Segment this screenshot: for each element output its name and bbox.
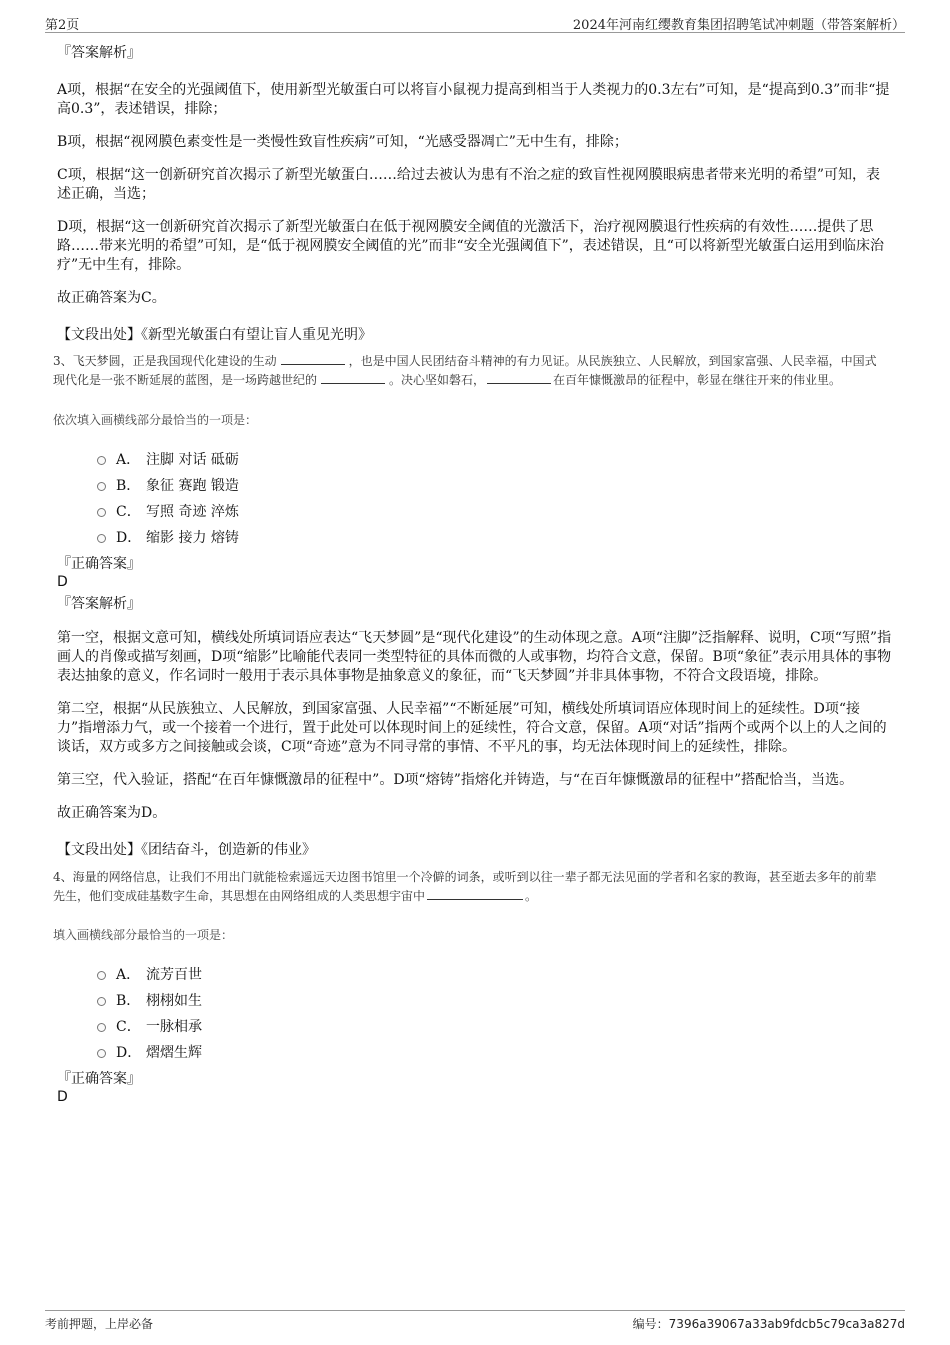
page-footer (45, 1310, 905, 1331)
document-title: 2024年河南红缨教育集团招聘笔试冲刺题（带答案解析） (572, 18, 905, 33)
q3-option-d[interactable]: D． 缩影 接力 熔铸 (97, 525, 932, 551)
q2-analysis-b: B项，根据“视网膜色素变性是一类慢性致盲性疾病”可知，“光感受器凋亡”无中生有，排除； (57, 134, 628, 150)
q3-blank-2 (321, 371, 385, 384)
q4-answer: D (57, 1089, 68, 1105)
page-content (53, 44, 892, 1106)
q4-options (97, 962, 932, 1066)
radio-icon[interactable] (97, 1049, 106, 1058)
radio-icon[interactable] (97, 971, 106, 980)
q4-option-b[interactable]: B． 栩栩如生 (97, 988, 932, 1014)
q3-analysis-label: 『答案解析』 (57, 596, 141, 612)
q4-question-text: 4、海量的网络信息，让我们不用出门就能检索遥远天边图书馆里一个冷僻的词条，或听到以往一辈子都无法见面的学者和名家的教诲，甚至逝去多年的前辈先生，他们变成硅基数字生命，其思想在由网络组成的人类思想宇宙中 。 (53, 870, 877, 903)
q2-analysis-label: 『答案解析』 (57, 45, 141, 61)
q3-blank-3 (487, 371, 551, 384)
q3-analysis-2: 第二空，根据“从民族独立、人民解放，到国家富强、人民幸福”“不断延展”可知，横线处所填词语应体现时间上的延续性。D项“接力”指增添力气，或一个接着一个进行，置于此处可以体现时间上的延续性，符合文意，保留。A项“对话”指两个或两个以上的人之间的谈话，双方或多方之间接触或会谈，C项“奇迹”意为不同寻常的事情、不平凡的事，均无法体现时间上的延续性，排除。 (57, 701, 887, 755)
q3-analysis-3: 第三空，代入验证，搭配“在百年慷慨激昂的征程中”。D项“熔铸”指熔化并铸造，与“在百年慷慨激昂的征程中”搭配恰当，当选。 (57, 772, 854, 788)
document-code: 编号：7396a39067a33ab9fdcb5c79ca3a827d (632, 1317, 905, 1331)
q3-analysis-1: 第一空，根据文意可知，横线处所填词语应表达“飞天梦圆”是“现代化建设”的生动体现之意。A项“注脚”泛指解释、说明，C项“写照”指画人的肖像或描写刻画，D项“缩影”比喻能代表同一类型特征的具体而微的人或事物，均符合文意，保留。B项“象征”表示用具体的事物表达抽象的意义，作名词时一般用于表示具体事物是抽象意义的象征，而“飞天梦圆”并非具体事物，不符合文段语境，排除。 (57, 630, 892, 684)
q4-prompt: 填入画横线部分最恰当的一项是： (53, 928, 234, 942)
q3-blank-1 (281, 352, 345, 365)
q2-analysis-c: C项，根据“这一创新研究首次揭示了新型光敏蛋白……给过去被认为患有不治之症的致盲性视网膜眼病患者带来光明的希望”可知，表述正确，当选； (57, 167, 881, 202)
footer-slogan: 考前押题，上岸必备 (45, 1317, 154, 1331)
q3-question-text: 3、飞天梦圆，正是我国现代化建设的生动 ，也是中国人民团结奋斗精神的有力见证。从民族独立、人民解放，到国家富强、人民幸福，中国式现代化是一张不断延展的蓝图，是一场跨越世纪的 。决心坚如磐石， 在百年慷慨激昂的征程中，彰显在继往开来的伟业里。 (53, 354, 877, 387)
q3-option-c[interactable]: C． 写照 奇迹 淬炼 (97, 499, 932, 525)
q3-answer: D (57, 574, 68, 590)
radio-icon[interactable] (97, 534, 106, 543)
q3-options (97, 447, 932, 551)
radio-icon[interactable] (97, 997, 106, 1006)
radio-icon[interactable] (97, 508, 106, 517)
q3-source: 【文段出处】《团结奋斗，创造新的伟业》 (57, 842, 316, 858)
q3-option-b[interactable]: B． 象征 赛跑 锻造 (97, 473, 932, 499)
radio-icon[interactable] (97, 1023, 106, 1032)
q3-option-a[interactable]: A． 注脚 对话 砥砺 (97, 447, 932, 473)
q3-conclusion: 故正确答案为D。 (57, 805, 167, 821)
q3-answer-label: 『正确答案』 (57, 556, 141, 572)
q4-answer-label: 『正确答案』 (57, 1071, 141, 1087)
q2-source: 【文段出处】《新型光敏蛋白有望让盲人重见光明》 (57, 327, 372, 343)
page-number: 第2页 (45, 18, 80, 33)
q4-option-a[interactable]: A． 流芳百世 (97, 962, 932, 988)
q4-option-d[interactable]: D． 熠熠生辉 (97, 1040, 932, 1066)
radio-icon[interactable] (97, 456, 106, 465)
page-header (45, 14, 905, 33)
q2-analysis-a: A项，根据“在安全的光强阈值下，使用新型光敏蛋白可以将盲小鼠视力提高到相当于人类视力的0.3左右”可知，是“提高到0.3”而非“提高0.3”，表述错误，排除； (57, 82, 890, 117)
q2-analysis-d: D项，根据“这一创新研究首次揭示了新型光敏蛋白在低于视网膜安全阈值的光激活下，治疗视网膜退行性疾病的有效性……提供了思路……带来光明的希望”可知，是“低于视网膜安全阈值的光”而非“安全光强阈值下”，表述错误，且“可以将新型光敏蛋白运用到临床治疗”无中生有，排除。 (57, 219, 884, 273)
q4-option-c[interactable]: C． 一脉相承 (97, 1014, 932, 1040)
q3-prompt: 依次填入画横线部分最恰当的一项是： (53, 413, 258, 427)
radio-icon[interactable] (97, 482, 106, 491)
q2-conclusion: 故正确答案为C。 (57, 290, 166, 306)
q4-blank-1 (427, 887, 523, 900)
